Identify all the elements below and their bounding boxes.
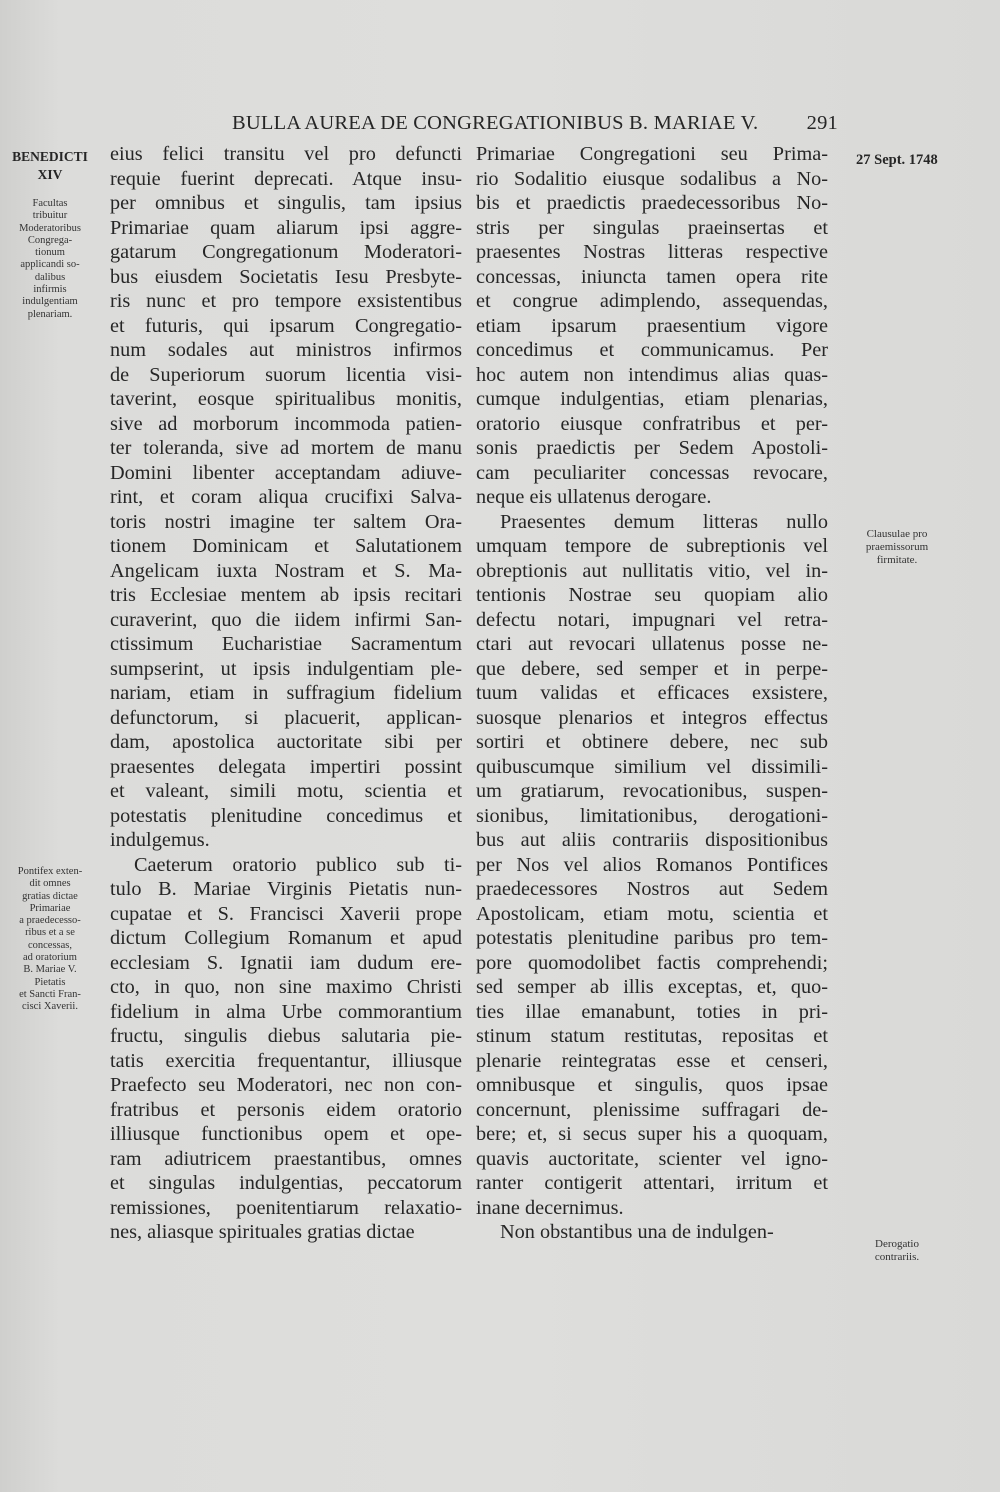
text-line: concedimus et communicamus. Per: [476, 339, 828, 361]
margin-note-line: Pietatis: [34, 976, 66, 988]
text-line: fratribus et personis eidem oratorio: [110, 1098, 462, 1121]
text-line: tatis exercitia frequentantur, illiusque: [110, 1049, 462, 1072]
text-line: et valeant, simili motu, scientia et: [110, 780, 462, 802]
date-marginal: 27 Sept. 1748: [856, 152, 938, 168]
text-line: dictum Collegium Romanum et apud: [110, 927, 462, 949]
text-line: quibuscumque similium vel dissimili-: [476, 755, 828, 778]
margin-note-line: applicandi so-: [20, 259, 80, 271]
margin-note-line: tionum: [35, 247, 65, 259]
text-line: um gratiarum, revocationibus, suspen-: [476, 780, 828, 802]
text-line: taverint, eosque spiritualibus monitis,: [110, 388, 462, 410]
text-line: praesentes Nostras litteras respective: [476, 241, 828, 263]
running-header: [220, 112, 840, 142]
text-line: nariam, etiam in suffragium fidelium: [110, 682, 462, 704]
text-line: ties illae emanabunt, toties in pri-: [476, 1000, 828, 1023]
text-line: bus aut aliis contrariis dispositionibus: [476, 829, 828, 851]
margin-note-line: concessas,: [27, 939, 73, 951]
text-line: ctissimum Eucharistiae Sacramentum: [110, 633, 462, 655]
text-line: bere; et, si secus super his a quoquam,: [476, 1123, 828, 1145]
margin-note-line: B. Mariae V.: [23, 964, 77, 976]
margin-note-line: dalibus: [34, 271, 66, 283]
text-line: bis et praedictis praedecessoribus No-: [476, 192, 828, 214]
text-line: stinum statum restitutas, repositas et: [476, 1025, 828, 1047]
text-line: cto, in quo, non sine maximo Christi: [110, 976, 462, 998]
text-line: hoc autem non intendimus alias quas-: [476, 363, 828, 386]
text-line: tuum validas et efficaces exsistere,: [476, 682, 828, 704]
text-line: nes, aliasque spirituales gratias dictae: [110, 1221, 415, 1243]
text-line: gatarum Congregationum Moderatori-: [110, 241, 462, 263]
text-line: Caeterum oratorio publico sub ti-: [134, 853, 462, 876]
text-line: potestatis plenitudine paribus pro tem-: [476, 927, 828, 949]
text-line: umquam tempore de subreptionis vel: [476, 535, 828, 557]
margin-note-line: indulgentiam: [22, 296, 78, 308]
text-line: ranter contigerit attentari, irritum et: [476, 1172, 828, 1194]
text-line: tulo B. Mariae Virginis Pietatis nun-: [110, 878, 462, 900]
text-line: etiam ipsarum praesentium vigore: [476, 314, 828, 337]
margin-note-line: Moderatoribus: [19, 222, 81, 234]
margin-note-line: plenariam.: [27, 308, 73, 320]
text-line: et congrue adimplendo, assequendas,: [476, 290, 828, 312]
text-line: Angelicam iuxta Nostram et S. Ma-: [110, 559, 462, 582]
text-line: stris per singulas praeinsertas et: [476, 216, 828, 239]
text-line: Praefecto seu Moderatori, nec non con-: [110, 1074, 462, 1096]
margin-note-facultas: [4, 198, 96, 321]
text-line: indulgemus.: [110, 829, 210, 851]
text-line: et futuris, qui ipsarum Congregatio-: [110, 314, 462, 337]
text-line: toris nostri imagine ter saltem Ora-: [110, 510, 462, 533]
text-line: dam, apostolica auctoritate sibi per: [110, 731, 462, 753]
text-line: que debere, sed semper et in perpe-: [476, 657, 828, 680]
text-line: bus eiusdem Societatis Iesu Presbyte-: [110, 265, 462, 288]
text-line: de Superiorum suorum licentia visi-: [110, 363, 462, 386]
text-line: Domini libenter acceptandam adiuve-: [110, 461, 462, 484]
text-line: cupatae et S. Francisci Xaverii prope: [110, 902, 462, 925]
text-line: plenarie reintegratas esse et censeri,: [476, 1049, 828, 1072]
margin-note-line: Clausulae pro: [866, 528, 928, 540]
text-line: defectu notari, impugnari vel retra-: [476, 608, 828, 631]
text-line: sumpserint, ut ipsis indulgentiam ple-: [110, 657, 462, 680]
text-line: inane decernimus.: [476, 1196, 624, 1219]
margin-note-line: gratias dictae: [22, 890, 78, 902]
margin-note-line: firmitate.: [876, 554, 918, 566]
pope-name: BENEDICTI: [12, 149, 88, 164]
text-line: rio Sodalitio eiusque sodalibus a No-: [476, 167, 828, 190]
header-title: BULLA AUREA DE CONGREGATIONIBUS B. MARIAE V.: [232, 112, 759, 134]
text-line: Primariae Congregationi seu Prima-: [476, 143, 828, 165]
margin-note-line: et Sancti Fran-: [19, 988, 81, 1000]
text-line: concessas, iniuncta tamen opera rite: [476, 265, 828, 288]
text-line: neque eis ullatenus derogare.: [476, 486, 712, 508]
text-line: sortiri et obtinere debere, nec sub: [476, 731, 828, 753]
text-line: requie fuerint deprecati. Atque insu-: [110, 167, 462, 190]
text-line: praedecessores Nostros aut Sedem: [476, 878, 828, 900]
text-line: et singulas indulgentias, peccatorum: [110, 1172, 462, 1194]
margin-note-line: Pontifex exten-: [17, 866, 83, 877]
margin-note-pontifex: [4, 866, 96, 1014]
pope-running-head: [4, 148, 96, 184]
margin-note-line: infirmis: [33, 284, 67, 296]
margin-note-line: praemissorum: [865, 541, 929, 553]
margin-note-clausulae: [842, 528, 952, 567]
text-line: cam peculiariter concessas revocare,: [476, 461, 828, 484]
text-line: Primariae quam aliarum ipsi aggre-: [110, 216, 462, 239]
text-line: fidelium in alma Urbe commorantium: [110, 1000, 462, 1023]
text-line: illiusque functionibus opem et ope-: [110, 1123, 462, 1145]
text-line: sonis praedictis per Sedem Apostoli-: [476, 437, 828, 459]
text-line: fructu, singulis diebus salutaria pie-: [110, 1025, 462, 1047]
text-line: tentionis Nostrae seu quopiam alio: [476, 584, 828, 606]
right-text-column: [476, 142, 828, 1245]
text-line: sed semper ab illis exceptas, et, quo-: [476, 976, 828, 998]
text-line: pore quomodolibet factis comprehendi;: [476, 951, 828, 974]
text-line: ris nunc et pro tempore exsistentibus: [110, 290, 462, 312]
text-line: ctari aut revocari ullatenus posse ne-: [476, 633, 828, 655]
text-line: quavis auctoritate, scienter vel igno-: [476, 1147, 828, 1170]
text-line: potestatis plenitudine concedimus et: [110, 804, 462, 827]
margin-note-line: Facultas: [32, 198, 68, 209]
margin-note-line: a praedecesso-: [19, 915, 81, 927]
margin-note-line: Derogatio: [875, 1238, 919, 1250]
text-line: defunctorum, si placuerit, applican-: [110, 706, 462, 729]
text-line: eius felici transitu vel pro defuncti: [110, 143, 462, 165]
margin-note-line: Primariae: [29, 902, 71, 914]
margin-note-line: ribus et a se: [25, 927, 75, 939]
margin-note-derogatio: [842, 1238, 952, 1264]
text-line: ram adiutricem praestantibus, omnes: [110, 1147, 462, 1170]
text-line: Apostolicam, etiam motu, scientia et: [476, 902, 828, 925]
text-line: ter toleranda, sive ad mortem de manu: [110, 437, 462, 459]
text-line: suosque plenarios et integros effectus: [476, 706, 828, 729]
margin-note-line: cisci Xaverii.: [22, 1001, 78, 1013]
pope-numeral: XIV: [37, 167, 63, 182]
text-line: oratorio eiusque confratribus et per-: [476, 412, 828, 435]
margin-note-line: ad oratorium: [23, 952, 77, 964]
margin-note-line: tribuitur: [32, 210, 68, 222]
margin-note-line: dit omnes: [29, 878, 71, 890]
margin-note-line: contrariis.: [874, 1251, 920, 1263]
text-line: omnibusque et singulis, quos ipsae: [476, 1074, 828, 1096]
text-line: praesentes delegata impertiri possint: [110, 755, 462, 778]
text-line: sionibus, limitationibus, derogationi-: [476, 804, 828, 827]
text-line: per omnibus et singulis, tam ipsius: [110, 192, 462, 214]
left-text-column: [110, 142, 462, 1245]
text-line: rint, et coram aliqua crucifixi Salva-: [110, 486, 462, 508]
text-line: cumque indulgentias, etiam plenarias,: [476, 388, 828, 410]
text-line: concernunt, plenissime suffragari de-: [476, 1098, 828, 1121]
text-line: obreptionis aut nullitatis vitio, vel in-: [476, 559, 828, 582]
text-line: Praesentes demum litteras nullo: [500, 510, 828, 533]
text-line: num sodales aut ministros infirmos: [110, 339, 462, 361]
text-line: curaverint, quo die iidem infirmi San-: [110, 608, 462, 631]
text-line: tris Ecclesiae mentem ab ipsis recitari: [110, 584, 462, 606]
page-number: 291: [806, 112, 838, 134]
text-line: tionem Dominicam et Salutationem: [110, 535, 462, 557]
margin-note-line: Congrega-: [27, 234, 73, 246]
text-line: Non obstantibus una de indulgen-: [500, 1221, 774, 1243]
text-line: remissiones, poenitentiarum relaxatio-: [110, 1196, 462, 1219]
text-line: per Nos vel alios Romanos Pontifices: [476, 853, 828, 876]
text-line: ecclesiam S. Ignatii iam dudum ere-: [110, 951, 462, 974]
text-line: sive ad morborum incommoda patien-: [110, 412, 462, 435]
